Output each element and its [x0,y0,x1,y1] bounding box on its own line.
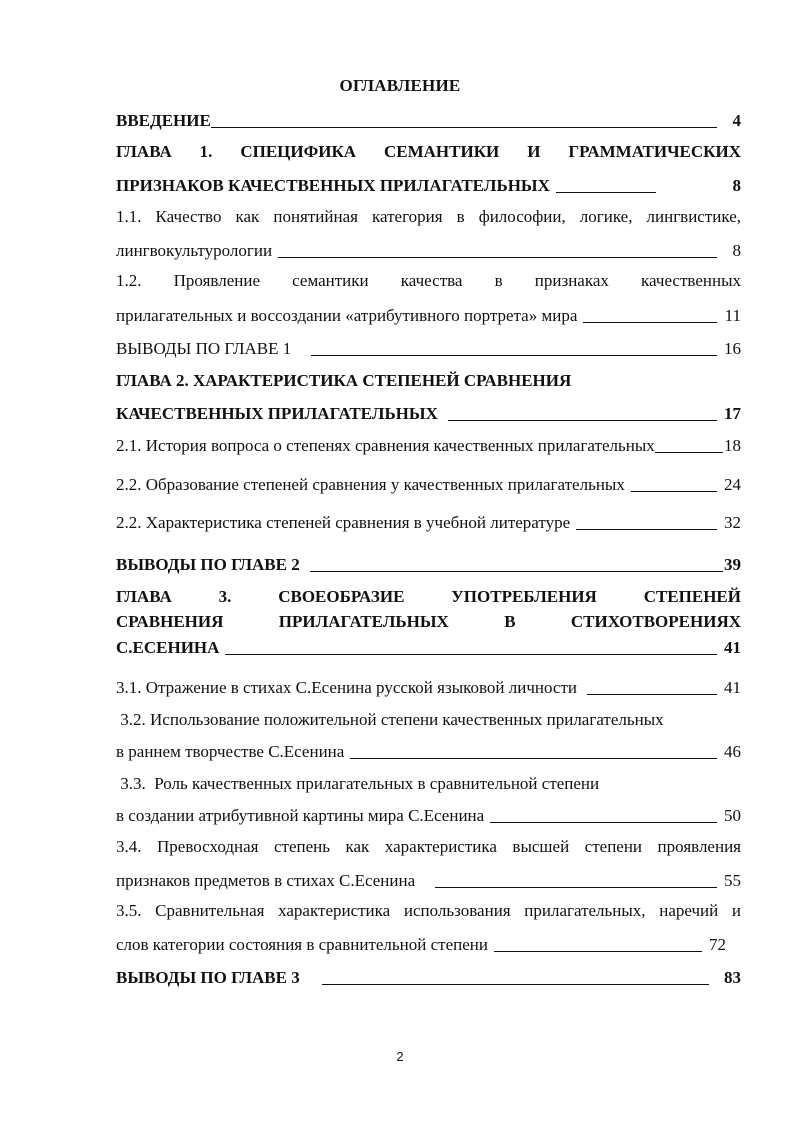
toc-chapter-3-heading-line-1: ГЛАВА 3. СВОЕОБРАЗИЕ УПОТРЕБЛЕНИЯ СТЕПЕНЕЙ [116,587,741,606]
leader-line [494,950,702,952]
toc-entry-text: 2.1. История вопроса о степенях сравнения качественных прилагательных [116,436,655,455]
leader-line [225,653,717,655]
leader-line [310,570,723,572]
toc-page-number: 41 [724,678,741,697]
toc-entry-text: в создании атрибутивной картины мира С.Есенина [116,806,485,825]
toc-section-3-2 [116,739,741,763]
toc-entry-text: в раннем творчестве С.Есенина [116,742,345,761]
leader-line [631,490,717,492]
page-number: 2 [396,1049,404,1064]
toc-entry-text: ВВЕДЕНИЕ [116,111,211,130]
toc-page-number: 8 [732,241,741,260]
toc-entry-text: 2.2. Образование степеней сравнения у качественных прилагательных [116,475,625,494]
toc-entry-text: 3.1. Отражение в стихах С.Есенина русской языковой личности [116,678,577,697]
toc-section-2-3 [116,510,741,534]
leader-line [587,693,717,695]
leader-line [583,321,717,323]
toc-entry-text: ВЫВОДЫ ПО ГЛАВЕ 2 [116,555,300,574]
toc-section-3-5 [116,932,726,956]
toc-chapter-1 [116,173,741,197]
toc-entry-text: 3.2. Использование положительной степени качественных прилагательных [116,710,664,729]
toc-section-2-2 [116,472,741,496]
leader-line [556,191,656,193]
toc-entry-text: ГЛАВА 2. ХАРАКТЕРИСТИКА СТЕПЕНЕЙ СРАВНЕНИЯ [116,371,572,390]
toc-section-1-1-heading: 1.1. Качество как понятийная категория в философии, логике, лингвистике, [116,207,741,226]
toc-section-3-3 [116,803,741,827]
leader-line [278,256,717,258]
toc-page-number: 50 [724,806,741,825]
toc-entry-text: ВЫВОДЫ ПО ГЛАВЕ 3 [116,968,300,987]
leader-line [448,419,717,421]
toc-page-number: 55 [724,871,741,890]
toc-section-3-4 [116,868,741,892]
toc-page-number: 24 [724,475,741,494]
toc-entry-text: лингвокультурологии [116,241,273,260]
toc-page-number: 32 [724,513,741,532]
toc-page-number: 39 [724,555,741,574]
toc-entry-text: ПРИЗНАКОВ КАЧЕСТВЕННЫХ ПРИЛАГАТЕЛЬНЫХ [116,176,550,195]
toc-entry-text: признаков предметов в стихах С.Есенина [116,871,416,890]
leader-line [350,757,717,759]
toc-section-1-2-heading: 1.2. Проявление семантики качества в признаках качественных [116,271,741,290]
toc-chapter-2-heading [116,368,741,392]
toc-section-1-1 [116,238,741,262]
toc-entry-text: прилагательных и воссоздании «атрибутивного портрета» мира [116,306,578,325]
toc-page-number: 18 [724,436,741,455]
toc-page-number: 8 [732,176,741,195]
toc-entry-text: слов категории состояния в сравнительной степени [116,935,488,954]
toc-section-3-3-heading [116,771,741,795]
toc-section-3-1 [116,675,741,699]
leader-line [490,821,717,823]
toc-page-number: 17 [724,404,741,423]
toc-conclusions-3 [116,965,741,989]
toc-entry-text: С.ЕСЕНИНА [116,638,220,657]
toc-section-3-4-heading: 3.4. Превосходная степень как характеристика высшей степени проявления [116,837,741,856]
toc-page-number: 72 [709,935,726,954]
toc-conclusions-2 [116,552,741,576]
leader-line [435,886,717,888]
toc-section-3-2-heading [116,707,741,731]
toc-page-number: 46 [724,742,741,761]
toc-entry-introduction [116,108,741,132]
toc-chapter-3-heading-line-2: СРАВНЕНИЯ ПРИЛАГАТЕЛЬНЫХ В СТИХОТВОРЕНИЯХ [116,612,741,631]
leader-line [576,528,717,530]
toc-page-number: 4 [732,111,741,130]
toc-page-number: 83 [724,968,741,987]
toc-entry-text: 2.2. Характеристика степеней сравнения в учебной литературе [116,513,571,532]
toc-section-3-5-heading: 3.5. Сравнительная характеристика использования прилагательных, наречий и [116,901,741,920]
toc-title: ОГЛАВЛЕНИЕ [339,76,461,95]
toc-entry-text: КАЧЕСТВЕННЫХ ПРИЛАГАТЕЛЬНЫХ [116,404,438,423]
toc-chapter-3 [116,635,741,659]
toc-chapter-2 [116,401,741,425]
toc-section-1-2 [116,303,741,327]
toc-page-number: 41 [724,638,741,657]
leader-line [211,126,717,128]
toc-section-2-1 [116,433,741,457]
leader-line [311,354,717,356]
toc-chapter-1-heading: ГЛАВА 1. СПЕЦИФИКА СЕМАНТИКИ И ГРАММАТИЧЕСКИХ [116,142,741,161]
toc-page-number: 16 [724,339,741,358]
toc-conclusions-1 [116,336,741,360]
leader-line [655,451,723,453]
toc-entry-text: 3.3. Роль качественных прилагательных в сравнительной степени [116,774,600,793]
toc-entry-text: ВЫВОДЫ ПО ГЛАВЕ 1 [116,339,292,358]
leader-line [322,983,709,985]
toc-page-number: 11 [724,306,741,325]
